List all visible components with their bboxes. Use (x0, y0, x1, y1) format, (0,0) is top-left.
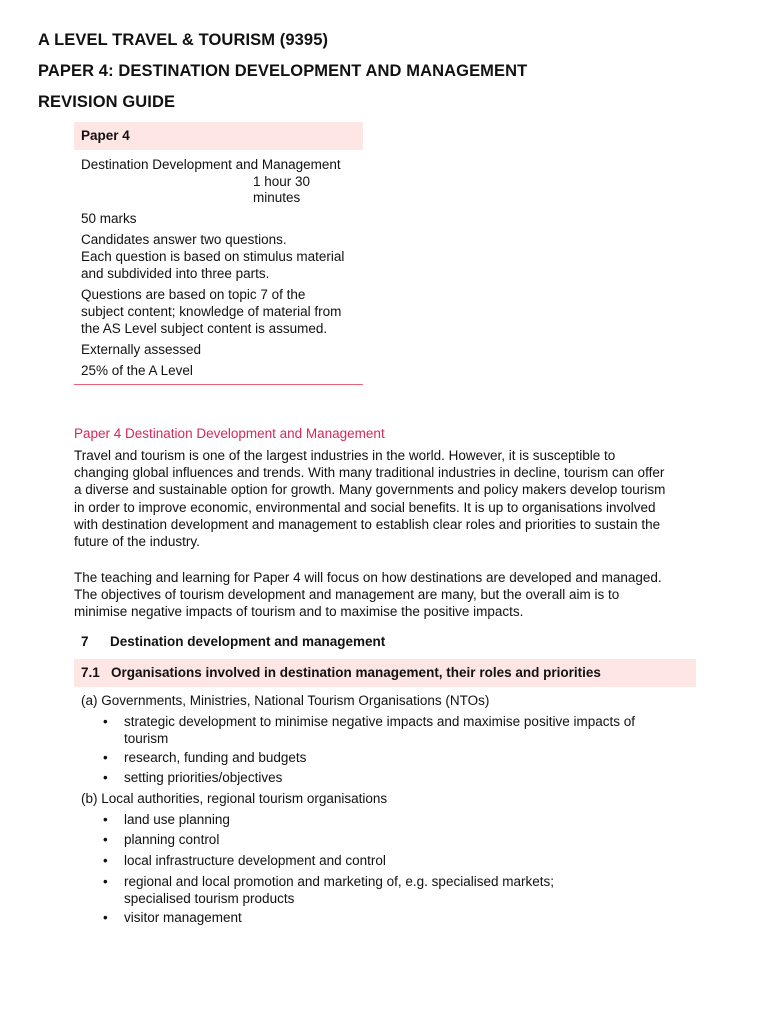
component-name: Destination Development and Management (81, 157, 341, 172)
topic-line-1: Questions are based on topic 7 of the (81, 287, 306, 302)
summary-box-title: Paper 4 (81, 128, 130, 143)
paragraph-line: with destination development and management to establish clear roles and priorities to sustain the (74, 516, 661, 532)
guide-title: REVISION GUIDE (38, 93, 176, 111)
list-item (124, 714, 635, 747)
section-7-1-header (74, 659, 696, 687)
document-title: A LEVEL TRAVEL & TOURISM (9395) (38, 31, 329, 49)
list-item: planning control (124, 832, 220, 847)
section-7-number: 7 (81, 634, 89, 649)
bullet-icon: • (103, 714, 108, 729)
list-item: setting priorities/objectives (124, 770, 283, 785)
list-item-line: strategic development to minimise negative impacts and maximise positive impacts of (124, 714, 635, 729)
list-a-heading: (a) Governments, Ministries, National Tourism Organisations (NTOs) (81, 693, 490, 708)
paper-summary-box (74, 122, 363, 385)
list-item: visitor management (124, 910, 242, 925)
list-item-line: regional and local promotion and marketing of, e.g. specialised markets; (124, 874, 554, 889)
questions-line-1: Candidates answer two questions. (81, 232, 287, 247)
section-7-1-number: 7.1 (81, 665, 100, 680)
topic-line-2: subject content; knowledge of material from (81, 304, 342, 319)
list-item: local infrastructure development and control (124, 853, 386, 868)
bullet-icon: • (103, 874, 108, 889)
paragraph-line: changing global influences and trends. With many traditional industries in decline, tourism can offer (74, 465, 665, 481)
bullet-icon: • (103, 812, 108, 827)
list-item: research, funding and budgets (124, 750, 307, 765)
questions-line-2: Each question is based on stimulus material (81, 249, 345, 264)
marks: 50 marks (81, 211, 137, 226)
paragraph-line: future of the industry. (74, 534, 200, 550)
section-7-title: Destination development and management (110, 634, 386, 649)
paragraph-line: a diverse and sustainable option for growth. Many governments and policy makers develop tourism (74, 482, 666, 498)
bullet-icon: • (103, 832, 108, 847)
summary-box-header (74, 122, 363, 150)
paragraph-line: The teaching and learning for Paper 4 will focus on how destinations are developed and managed. (74, 570, 662, 585)
bullet-icon: • (103, 750, 108, 765)
assessment-type: Externally assessed (81, 342, 202, 357)
paragraph-line: Travel and tourism is one of the largest industries in the world. However, it is susceptible to (74, 448, 616, 463)
list-item-line: tourism (124, 730, 169, 746)
paragraph-line: in order to improve economic, environmental and social benefits. It is up to organisations involved (74, 499, 656, 515)
list-item (124, 874, 554, 907)
questions-line-3: and subdivided into three parts. (81, 266, 270, 281)
paragraph-line: The objectives of tourism development and management are many, but the overall aim is to (74, 587, 620, 603)
bullet-icon: • (103, 853, 108, 868)
paper-title: PAPER 4: DESTINATION DEVELOPMENT AND MANAGEMENT (38, 62, 528, 80)
paragraph-line: minimise negative impacts of tourism and to maximise the positive impacts. (74, 604, 524, 620)
bullet-icon: • (103, 910, 108, 925)
section-7-1-title: Organisations involved in destination management, their roles and priorities (111, 665, 601, 680)
topic-line-3: the AS Level subject content is assumed. (81, 321, 328, 336)
intro-label: Paper 4 Destination Development and Management (74, 426, 385, 441)
weighting: 25% of the A Level (81, 363, 193, 378)
bullet-icon: • (103, 770, 108, 785)
duration-line-2: minutes (253, 190, 301, 205)
list-item-line: specialised tourism products (124, 890, 295, 906)
list-item: land use planning (124, 812, 230, 827)
intro-paragraph-1 (74, 447, 704, 550)
list-b-heading: (b) Local authorities, regional tourism organisations (81, 791, 388, 806)
intro-paragraph-2 (74, 569, 704, 621)
duration-line-1: 1 hour 30 (253, 174, 311, 189)
